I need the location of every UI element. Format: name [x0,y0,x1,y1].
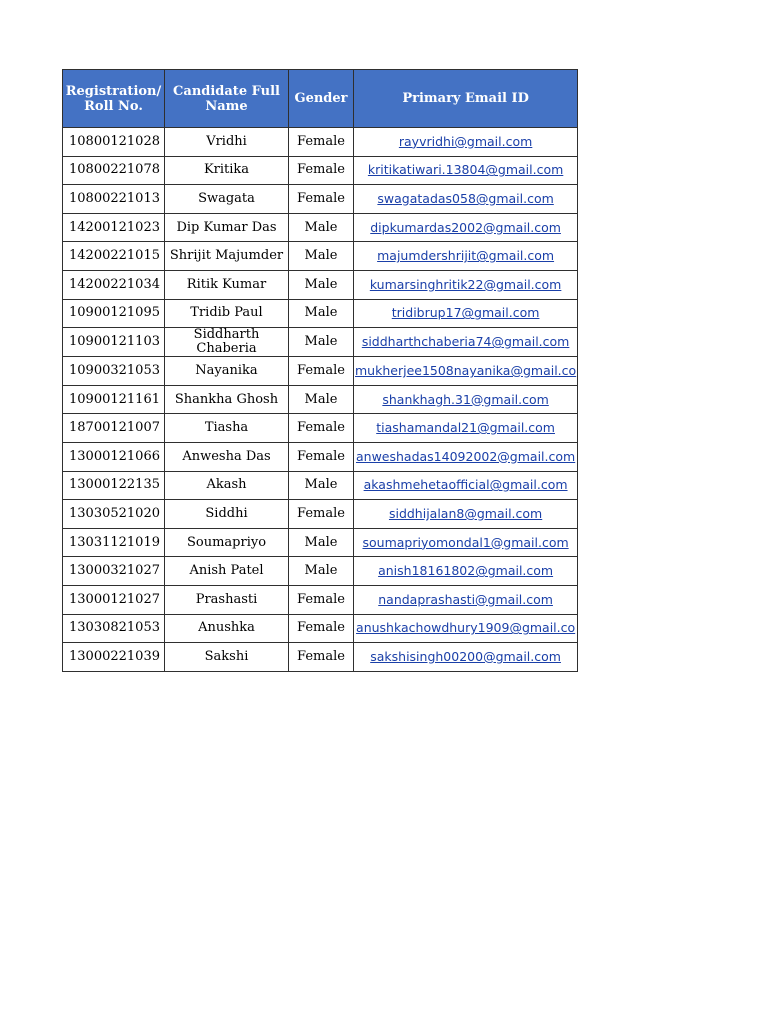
candidate-name-cell: Dip Kumar Das [165,213,289,242]
candidate-name-cell: Anwesha Das [165,442,289,471]
candidate-name-cell: Vridhi [165,128,289,157]
table-row [63,643,578,672]
email-link[interactable]: sakshisingh00200@gmail.com [370,648,561,664]
header-roll-no: Registration/ Roll No. [63,70,165,128]
table-row [63,585,578,614]
email-link[interactable]: swagatadas058@gmail.com [377,190,554,206]
email-cell [354,585,578,614]
table-row [63,442,578,471]
email-link[interactable]: siddhijalan8@gmail.com [388,505,543,521]
roll-no-cell: 18700121007 [63,414,165,443]
table-row [63,185,578,214]
email-link[interactable]: majumdershrijit@gmail.com [377,248,555,264]
gender-cell: Female [289,500,354,529]
table-row [63,614,578,643]
email-cell [354,270,578,299]
gender-cell: Female [289,643,354,672]
email-cell [354,528,578,557]
roll-no-cell: 13000122135 [63,471,165,500]
table-body [63,128,578,672]
candidate-name-cell: Kritika [165,156,289,185]
candidate-name-cell: Anushka [165,614,289,643]
gender-cell: Male [289,242,354,271]
roll-no-cell: 13000121027 [63,585,165,614]
gender-cell: Female [289,614,354,643]
table-row [63,299,578,328]
table-row [63,471,578,500]
header-row [63,70,578,128]
email-cell [354,185,578,214]
email-cell [354,299,578,328]
roll-no-cell: 10900121095 [63,299,165,328]
gender-cell: Female [289,128,354,157]
table-row [63,242,578,271]
gender-cell: Female [289,414,354,443]
email-link[interactable]: akashmehetaofficial@gmail.com [363,477,568,493]
email-link[interactable]: soumapriyomondal1@gmail.com [362,534,569,550]
roll-no-cell: 14200121023 [63,213,165,242]
candidate-name-cell: Siddharth Chaberia [165,328,289,357]
email-cell [354,643,578,672]
email-cell [354,500,578,529]
candidate-name-cell: Tiasha [165,414,289,443]
roll-no-cell: 10800221078 [63,156,165,185]
roll-no-cell: 10900121161 [63,385,165,414]
email-cell [354,213,578,242]
gender-cell: Female [289,156,354,185]
email-cell [354,357,578,386]
header-candidate-name: Candidate Full Name [165,70,289,128]
candidate-name-cell: Nayanika [165,357,289,386]
table-row [63,528,578,557]
candidate-name-cell: Shankha Ghosh [165,385,289,414]
gender-cell: Male [289,213,354,242]
email-link[interactable]: mukherjee1508nayanika@gmail.co [355,362,577,378]
gender-cell: Male [289,557,354,586]
candidate-name-cell: Swagata [165,185,289,214]
candidate-name-cell: Sakshi [165,643,289,672]
email-cell [354,156,578,185]
candidate-name-cell: Prashasti [165,585,289,614]
candidate-name-cell: Shrijit Majumder [165,242,289,271]
gender-cell: Female [289,585,354,614]
candidate-name-cell: Akash [165,471,289,500]
email-link[interactable]: nandaprashasti@gmail.com [378,591,553,607]
roll-no-cell: 13000221039 [63,643,165,672]
table-row [63,557,578,586]
roll-no-cell: 10900121103 [63,328,165,357]
table-row [63,414,578,443]
table-row [63,328,578,357]
email-cell [354,385,578,414]
gender-cell: Male [289,385,354,414]
email-cell [354,557,578,586]
email-link[interactable]: anweshadas14092002@gmail.com [355,448,576,464]
roll-no-cell: 13000321027 [63,557,165,586]
roll-no-cell: 14200221015 [63,242,165,271]
roll-no-cell: 13030821053 [63,614,165,643]
candidate-name-cell: Anish Patel [165,557,289,586]
email-cell [354,242,578,271]
table-row [63,500,578,529]
header-gender: Gender [289,70,354,128]
email-link[interactable]: siddharthchaberia74@gmail.com [361,334,570,350]
table-row [63,128,578,157]
candidate-name-cell: Soumapriyo [165,528,289,557]
email-link[interactable]: rayvridhi@gmail.com [398,133,533,149]
email-link[interactable]: kumarsinghritik22@gmail.com [369,276,562,292]
email-link[interactable]: tiashamandal21@gmail.com [376,420,555,436]
roll-no-cell: 13031121019 [63,528,165,557]
gender-cell: Female [289,442,354,471]
table-row [63,156,578,185]
gender-cell: Male [289,270,354,299]
email-cell [354,328,578,357]
gender-cell: Male [289,471,354,500]
candidate-name-cell: Ritik Kumar [165,270,289,299]
email-link[interactable]: shankhagh.31@gmail.com [382,391,549,407]
table-row [63,385,578,414]
email-link[interactable]: anushkachowdhury1909@gmail.co [356,620,576,636]
gender-cell: Male [289,299,354,328]
email-cell [354,414,578,443]
candidate-sheet [62,69,578,672]
candidate-name-cell: Siddhi [165,500,289,529]
table-row [63,357,578,386]
roll-no-cell: 10800221013 [63,185,165,214]
gender-cell: Female [289,185,354,214]
gender-cell: Male [289,528,354,557]
candidate-table [62,69,578,672]
email-cell [354,442,578,471]
roll-no-cell: 13000121066 [63,442,165,471]
email-link[interactable]: anish18161802@gmail.com [378,563,554,579]
roll-no-cell: 13030521020 [63,500,165,529]
email-link[interactable]: tridibrup17@gmail.com [391,305,540,321]
gender-cell: Female [289,357,354,386]
table-row [63,270,578,299]
email-cell [354,128,578,157]
roll-no-cell: 10900321053 [63,357,165,386]
gender-cell: Male [289,328,354,357]
table-row [63,213,578,242]
email-cell [354,471,578,500]
roll-no-cell: 14200221034 [63,270,165,299]
email-link[interactable]: dipkumardas2002@gmail.com [370,219,561,235]
email-cell [354,614,578,643]
candidate-name-cell: Tridib Paul [165,299,289,328]
email-link[interactable]: kritikatiwari.13804@gmail.com [367,162,564,178]
header-email: Primary Email ID [354,70,578,128]
roll-no-cell: 10800121028 [63,128,165,157]
